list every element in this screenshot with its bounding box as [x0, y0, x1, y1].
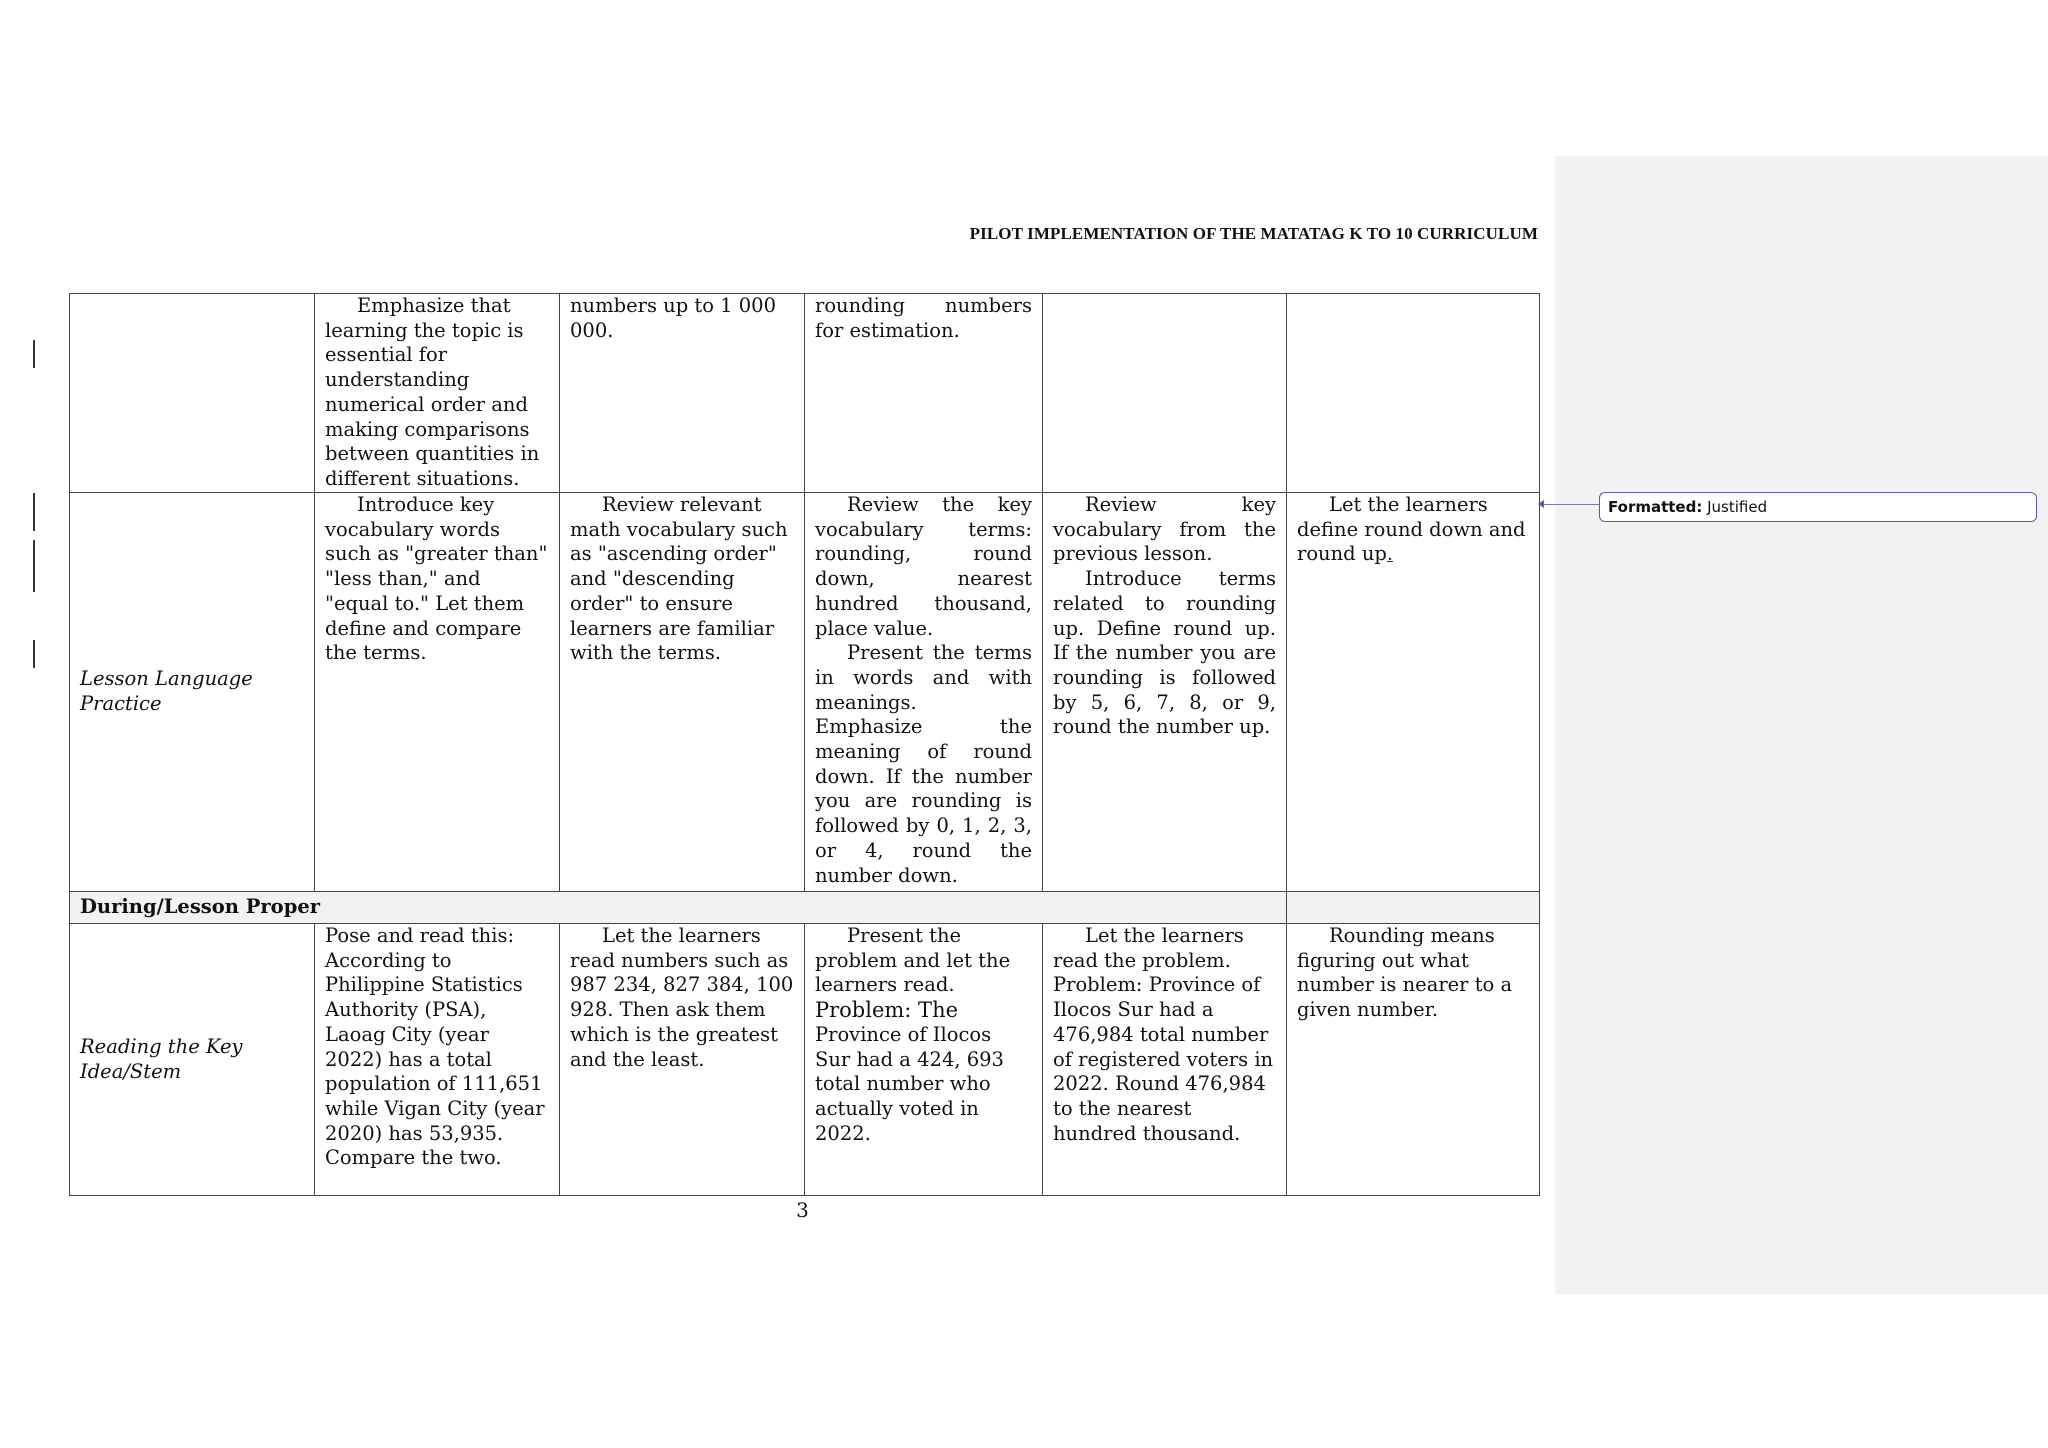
change-bar	[33, 340, 35, 368]
section-row	[70, 892, 1540, 924]
row-label	[70, 294, 315, 493]
comment-value: Justified	[1707, 498, 1768, 516]
change-bar	[33, 640, 35, 668]
change-bar	[33, 493, 35, 531]
table-cell: Pose and read this: According to Philippine Statistics Authority (PSA), Laoag City (year 2022) has a total population of 111,651 while Vigan City (year 2020) has 53,935. Compare the two.	[315, 924, 560, 1196]
table-cell	[1287, 294, 1540, 493]
markup-pane	[1555, 156, 2048, 1294]
table-row	[70, 924, 1540, 1196]
table-cell	[1043, 294, 1287, 493]
page-number: 3	[796, 1198, 809, 1222]
table-row	[70, 294, 1540, 493]
section-heading: During/Lesson Proper	[70, 892, 1287, 924]
table-cell: Emphasize that learning the topic is essential for understanding numerical order and making comparisons between quantities in different situations.	[315, 294, 560, 493]
table-cell: Rounding means figuring out what number is nearer to a given number.	[1287, 924, 1540, 1196]
table-cell: Review the key vocabulary terms: rounding, round down, nearest hundred thousand, place value. Present the terms in words and with meanings. Emphasize the meaning of round down. If the number you are rounding is followed by 0, 1, 2, 3, or 4, round the number down.	[805, 493, 1043, 892]
table-cell: Introduce key vocabulary words such as "greater than" "less than," and "equal to." Let them define and compare the terms.	[315, 493, 560, 892]
lesson-plan-table	[69, 293, 1540, 1196]
table-cell: Review relevant math vocabulary such as "ascending order" and "descending order" to ensure learners are familiar with the terms.	[560, 493, 805, 892]
row-label: Reading the Key Idea/Stem	[70, 924, 315, 1196]
table-row	[70, 493, 1540, 892]
comment-leader-line	[1543, 504, 1599, 505]
table-cell: Let the learners read numbers such as 987 234, 827 384, 100 928. Then ask them which is the greatest and the least.	[560, 924, 805, 1196]
table-cell: rounding numbers for estimation.	[805, 294, 1043, 493]
table-cell: numbers up to 1 000 000.	[560, 294, 805, 493]
comment-label: Formatted:	[1608, 498, 1703, 516]
table-cell: Present the problem and let the learners read. Problem: The Province of Ilocos Sur had a 424, 693 total number who actually voted in 2022.	[805, 924, 1043, 1196]
row-label: Lesson Language Practice	[70, 493, 315, 892]
table-cell: Let the learners define round down and round up.	[1287, 493, 1540, 892]
page-header: PILOT IMPLEMENTATION OF THE MATATAG K TO 10 CURRICULUM	[969, 224, 1538, 243]
table-cell	[1287, 892, 1540, 924]
change-bar	[33, 540, 35, 592]
comment-anchor-arrow-icon	[1538, 500, 1544, 508]
formatting-comment-balloon[interactable]	[1599, 492, 2037, 522]
table-cell: Let the learners read the problem. Problem: Province of Ilocos Sur had a 476,984 total number of registered voters in 2022. Round 476,984 to the nearest hundred thousand.	[1043, 924, 1287, 1196]
tracked-change-mark: .	[1386, 542, 1394, 566]
table-cell: Review key vocabulary from the previous lesson. Introduce terms related to rounding up. Define round up. If the number you are rounding is followed by 5, 6, 7, 8, or 9, round the number up.	[1043, 493, 1287, 892]
